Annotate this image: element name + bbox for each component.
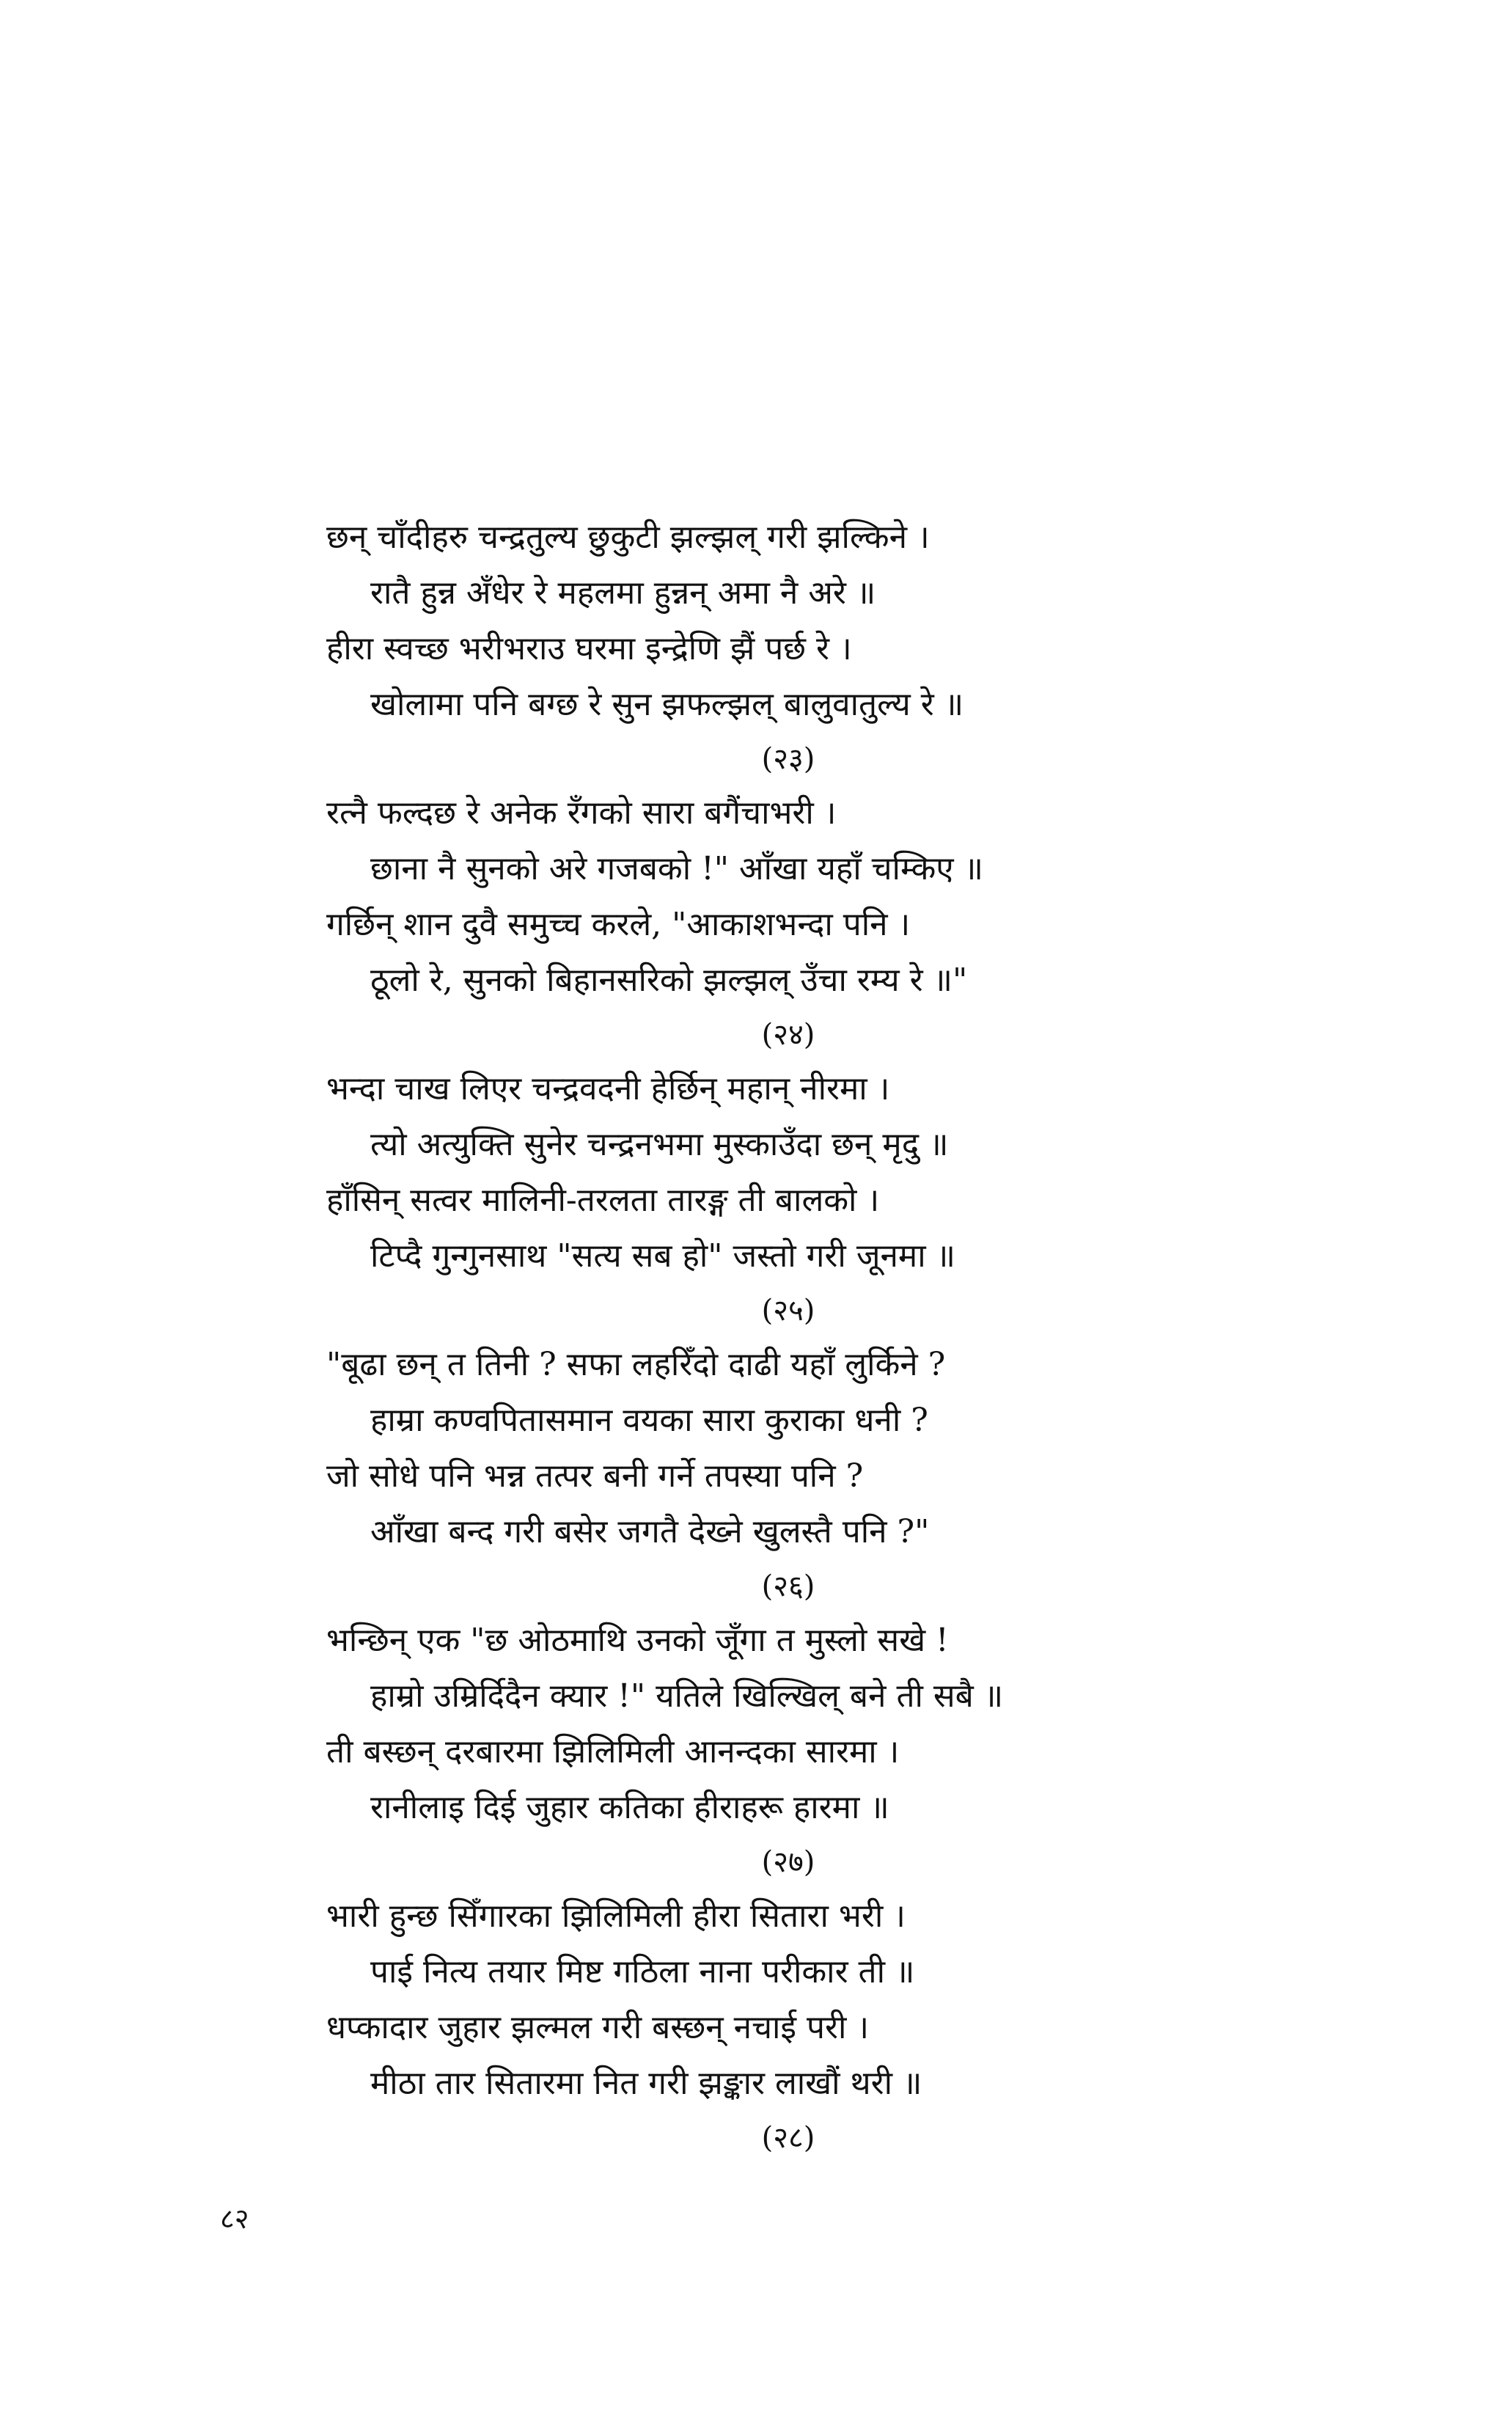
stanza-number: (२५): [761, 1294, 815, 1328]
verse-line: मीठा तार सितारमा नित गरी झङ्कार लाखौं थरी ॥: [370, 2065, 922, 2102]
verse-line: भन्दा चाख लिएर चन्द्रवदनी हेर्छिन् महान् नीरमा ।: [326, 1070, 890, 1107]
stanza-24: [326, 786, 1236, 1061]
verse-line: रत्नै फल्दछ रे अनेक रँगको सारा बगैंचाभरी ।: [326, 794, 837, 832]
verse-line: भारी हुन्छ सिँगारका झिलिमिली हीरा सितारा भरी ।: [326, 1897, 906, 1935]
stanza-26: [326, 1337, 1236, 1613]
verse-line: "बूढा छन् त तिनी ? सफा लहरिँदो दाढी यहाँ लुर्किने ?: [326, 1346, 946, 1383]
stanza-23: [326, 510, 1236, 786]
verse-line: हीरा स्वच्छ भरीभराउ घरमा इन्द्रेणि झैं पर्छ रे ।: [326, 630, 852, 667]
verse-line: पाई नित्य तयार मिष्ट गठिला नाना परीकार ती ॥: [370, 1953, 915, 1991]
verse-line: खोलामा पनि बग्छ रे सुन झफल्झल् बालुवातुल्य रे ॥: [370, 686, 964, 723]
verse-line: हाम्रो उम्रिर्दिदैन क्यार !" यतिले खिल्खिल् बने ती सबै ॥: [370, 1677, 1004, 1715]
verse-line: हाम्रा कण्वपितासमान वयका सारा कुराका धनी ?: [370, 1402, 928, 1439]
verse-line: भन्छिन् एक "छ ओठमाथि उनको जूँगा त मुस्लो सखे !: [326, 1622, 949, 1659]
page-number: ८२: [220, 2203, 249, 2235]
verse-line: ठूलो रे, सुनको बिहानसरिको झल्झल् उँचा रम्य रे ॥": [370, 962, 968, 999]
stanza-number: (२३): [761, 742, 815, 776]
verse-line: धप्कादार जुहार झल्मल गरी बस्छन् नचाई परी ।: [326, 2009, 870, 2046]
verse-line: रातै हुन्न अँधेर रे महलमा हुन्नन् अमा नै अरे ॥: [370, 574, 876, 612]
verse-line: त्यो अत्युक्ति सुनेर चन्द्रनभमा मुस्काउँदा छन् मृदु ॥: [370, 1126, 949, 1163]
verse-line: गर्छिन् शान दुवै समुच्च करले, "आकाशभन्दा पनि ।: [326, 906, 911, 943]
stanza-27: [326, 1613, 1236, 1889]
stanza-number: (२७): [761, 1845, 815, 1879]
verse-line: आँखा बन्द गरी बसेर जगतै देख्ने खुलस्तै पनि ?": [370, 1513, 930, 1550]
verse-line: टिप्दै गुन्गुनसाथ "सत्य सब हो" जस्तो गरी जूनमा ॥: [370, 1237, 955, 1275]
verse-line: जो सोधे पनि भन्न तत्पर बनी गर्ने तपस्या पनि ?: [326, 1457, 864, 1495]
poem-body: [326, 510, 1236, 2164]
stanza-number: (२८): [761, 2121, 815, 2155]
stanza-number: (२६): [761, 1570, 815, 1603]
verse-line: रानीलाइ दिई जुहार कतिका हीराहरू हारमा ॥: [370, 1789, 889, 1826]
stanza-28: [326, 1889, 1236, 2164]
verse-line: छन् चाँदीहरु चन्द्रतुल्य छुकुटी झल्झल् गरी झल्किने ।: [326, 519, 930, 556]
verse-line: ती बस्छन् दरबारमा झिलिमिली आनन्दका सारमा ।: [326, 1733, 900, 1771]
verse-line: छाना नै सुनको अरे गजबको !" आँखा यहाँ चम्किए ॥: [370, 850, 983, 887]
verse-line: हाँसिन् सत्वर मालिनी-तरलता तारङ्ग ती बालको ।: [326, 1182, 880, 1219]
stanza-25: [326, 1061, 1236, 1337]
stanza-number: (२४): [761, 1018, 815, 1052]
